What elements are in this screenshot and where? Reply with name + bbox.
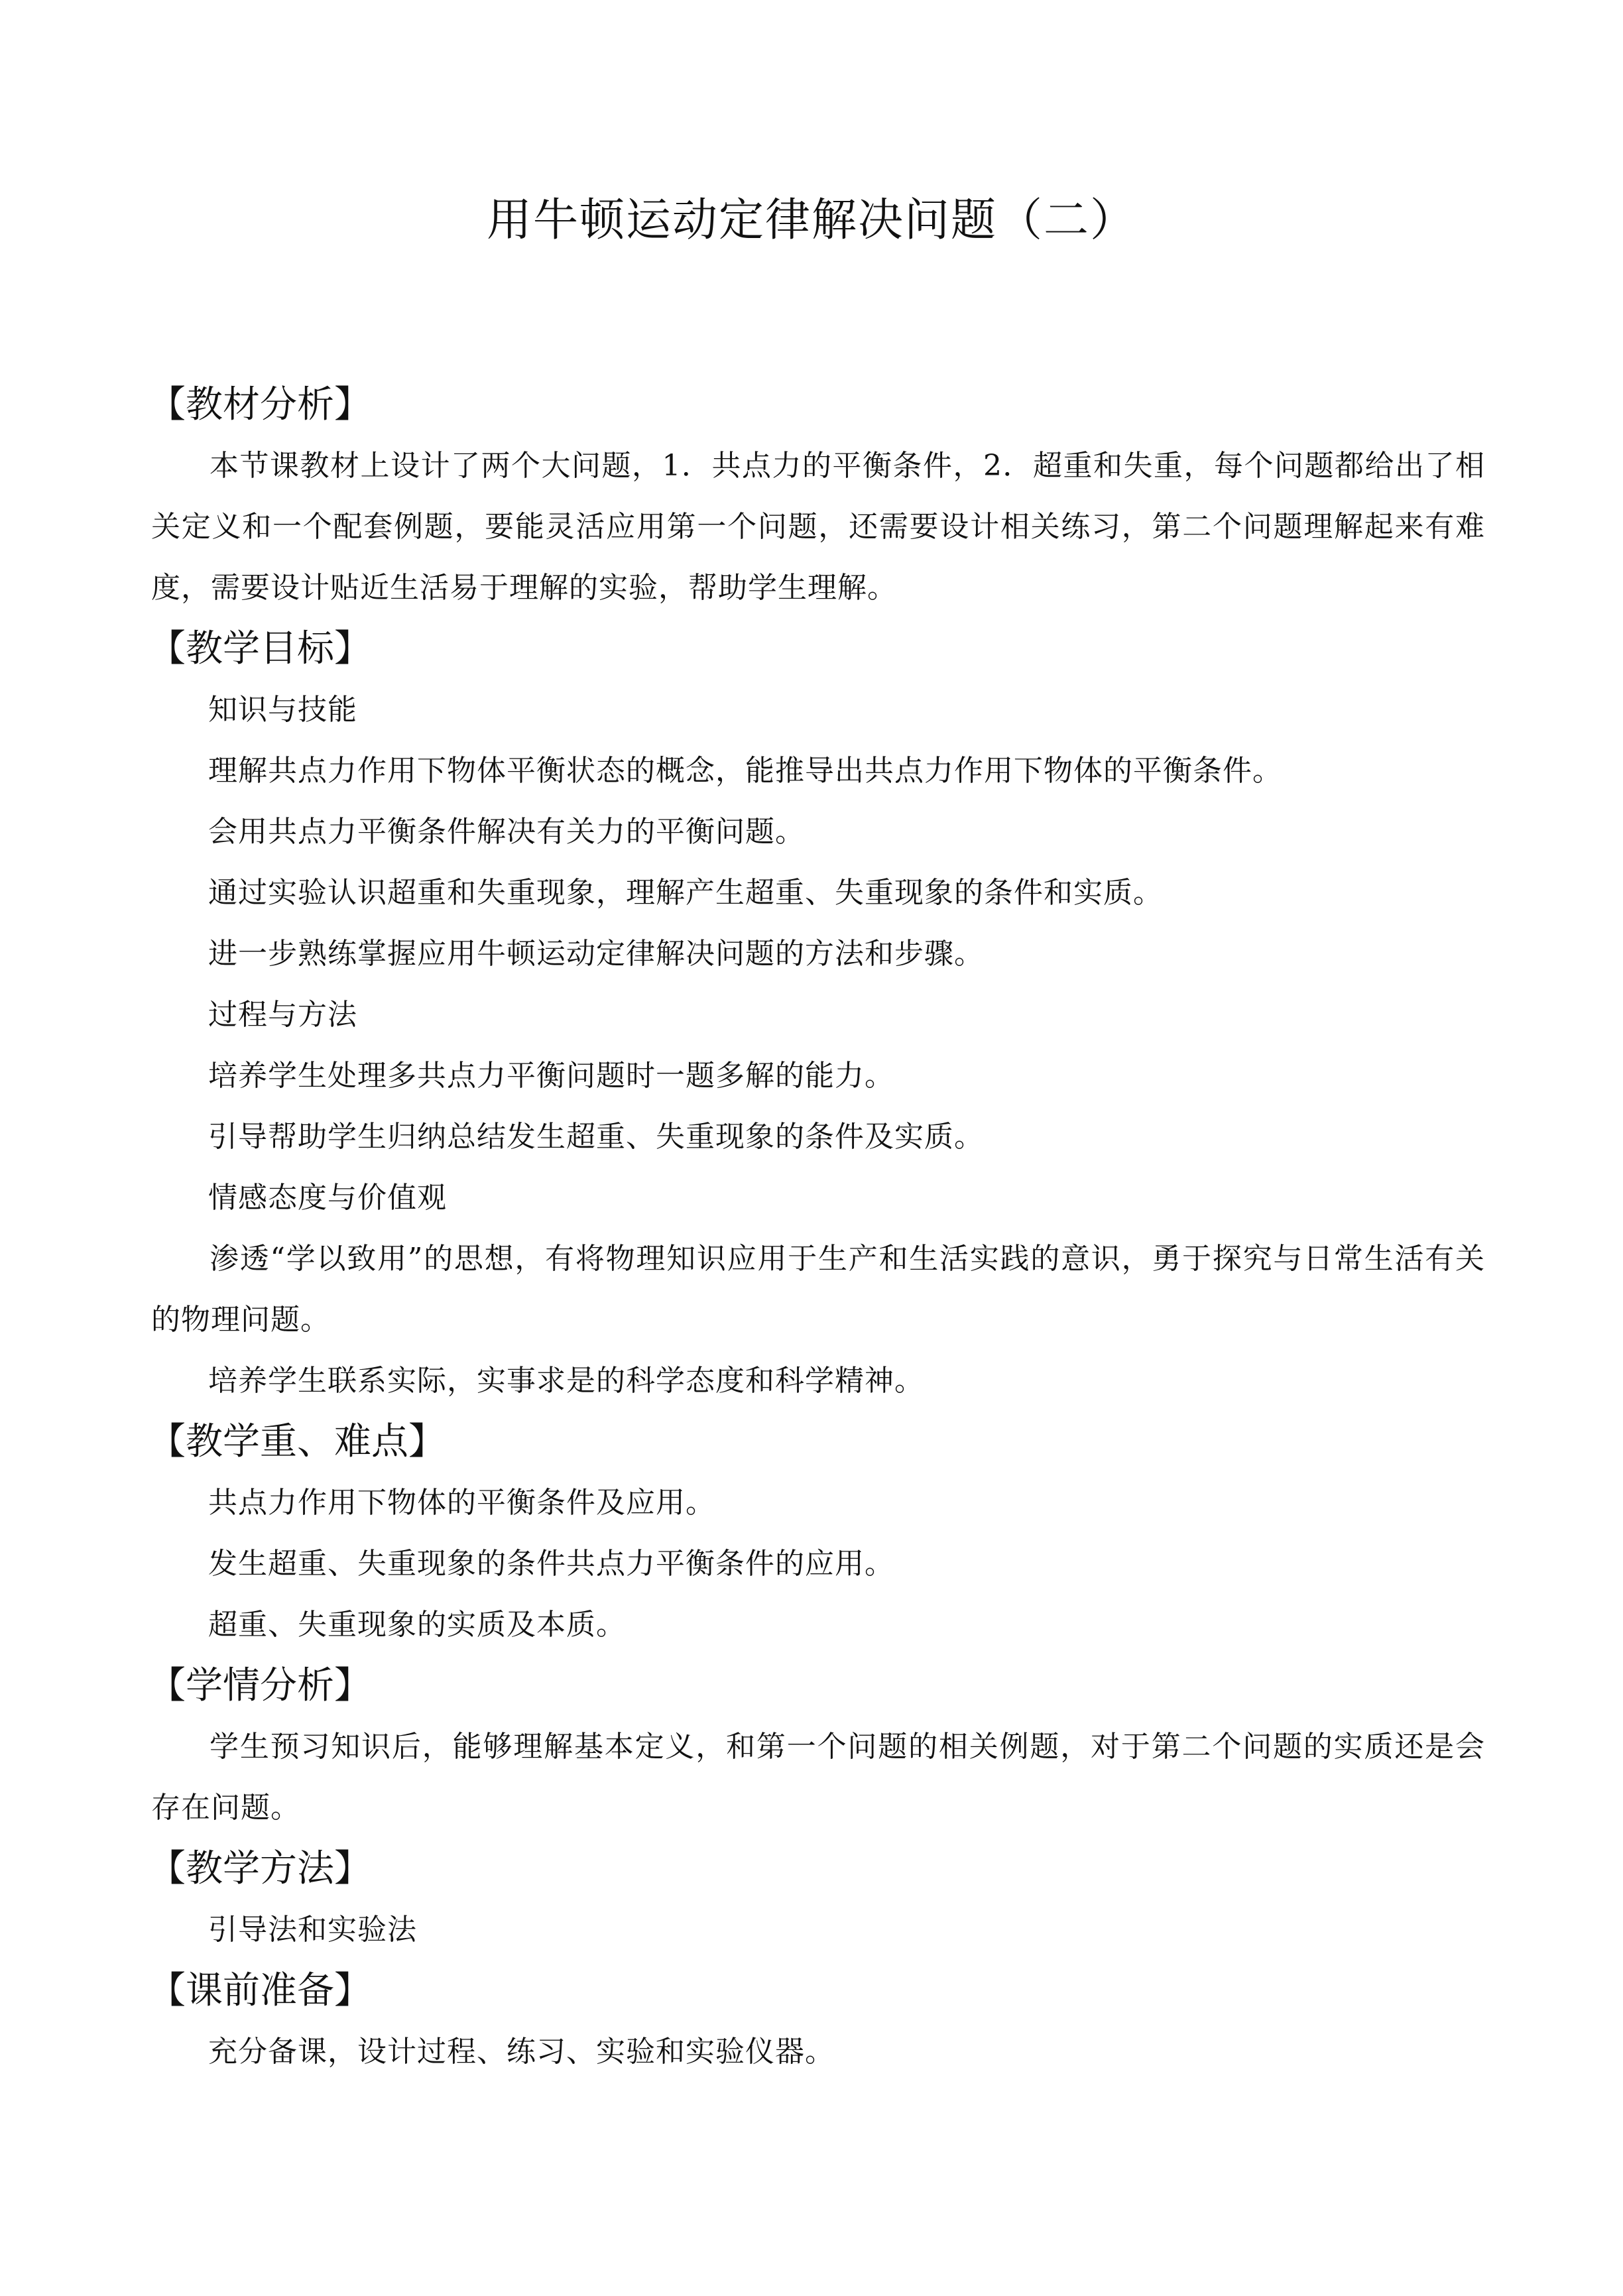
key-point-item: 超重、失重现象的实质及本质。 bbox=[208, 1608, 626, 1642]
objective-item: 培养学生联系实际，实事求是的科学态度和科学精神。 bbox=[208, 1364, 924, 1398]
document-title: 用牛顿运动定律解决问题（二） bbox=[486, 194, 1136, 247]
objective-item: 引导帮助学生归纳总结发生超重、失重现象的条件及实质。 bbox=[208, 1120, 984, 1154]
subheading-knowledge-skills: 知识与技能 bbox=[208, 693, 357, 727]
section-key-difficult-points bbox=[151, 1412, 1485, 1656]
preparation-item: 充分备课，设计过程、练习、实验和实验仪器。 bbox=[208, 2035, 835, 2069]
section-heading: 【教学重、难点】 bbox=[149, 1420, 446, 1463]
objective-item: 培养学生处理多共点力平衡问题时一题多解的能力。 bbox=[208, 1059, 894, 1093]
document-body bbox=[151, 375, 1485, 2083]
section-teaching-methods bbox=[151, 1839, 1485, 1961]
objective-item: 通过实验认识超重和失重现象，理解产生超重、失重现象的条件和实质。 bbox=[208, 876, 1163, 910]
objective-item: 理解共点力作用下物体平衡状态的概念，能推导出共点力作用下物体的平衡条件。 bbox=[208, 754, 1282, 788]
key-point-item: 发生超重、失重现象的条件共点力平衡条件的应用。 bbox=[208, 1547, 894, 1581]
section-student-analysis bbox=[151, 1656, 1485, 1839]
section-textbook-analysis bbox=[151, 375, 1485, 619]
paragraph: 渗透“学以致用”的思想，有将物理知识应用于生产和生活实践的意识，勇于探究与日常生活有关的物理问题。 bbox=[151, 1242, 1485, 1337]
subheading-emotion-values: 情感态度与价值观 bbox=[208, 1181, 447, 1215]
paragraph: 学生预习知识后，能够理解基本定义，和第一个问题的相关例题，对于第二个问题的实质还是会存在问题。 bbox=[151, 1730, 1485, 1825]
paragraph: 本节课教材上设计了两个大问题，1．共点力的平衡条件，2．超重和失重，每个问题都给出了相关定义和一个配套例题，要能灵活应用第一个问题，还需要设计相关练习，第二个问题理解起来有难度，需要设计贴近生活易于理解的实验，帮助学生理解。 bbox=[151, 449, 1485, 605]
method-item: 引导法和实验法 bbox=[208, 1913, 417, 1947]
objective-item: 进一步熟练掌握应用牛顿运动定律解决问题的方法和步骤。 bbox=[208, 937, 984, 971]
section-heading: 【课前准备】 bbox=[149, 1969, 371, 2012]
subheading-process-methods: 过程与方法 bbox=[208, 998, 357, 1032]
section-heading: 【教学目标】 bbox=[149, 627, 371, 670]
section-preparation bbox=[151, 1961, 1485, 2083]
section-heading: 【教学方法】 bbox=[149, 1847, 371, 1890]
section-teaching-objectives bbox=[151, 619, 1485, 1412]
section-heading: 【学情分析】 bbox=[149, 1664, 371, 1707]
section-heading: 【教材分析】 bbox=[149, 383, 371, 426]
key-point-item: 共点力作用下物体的平衡条件及应用。 bbox=[208, 1486, 715, 1520]
objective-item: 会用共点力平衡条件解决有关力的平衡问题。 bbox=[208, 815, 805, 849]
